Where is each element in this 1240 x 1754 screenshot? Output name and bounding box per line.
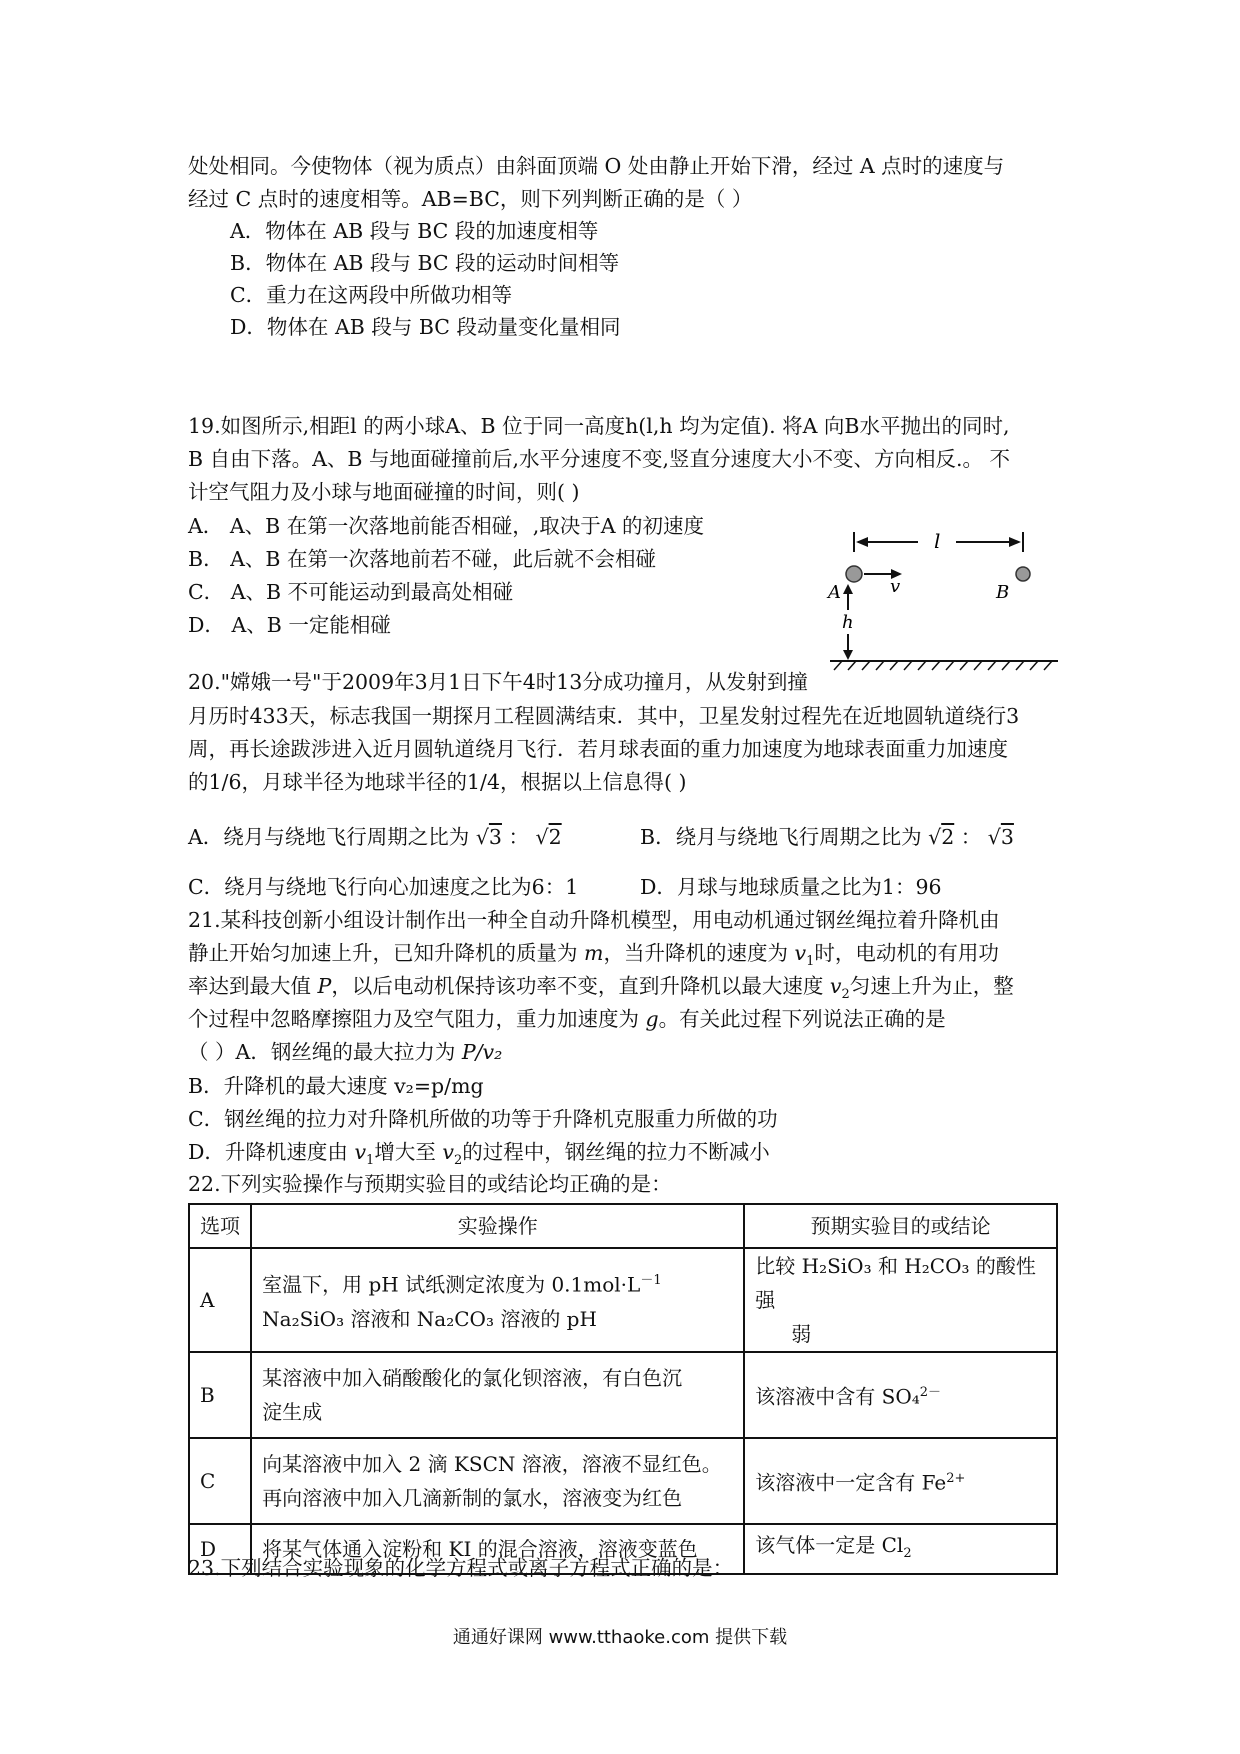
header-conclusion: 预期实验目的或结论	[744, 1204, 1057, 1248]
table-row: B 某溶液中加入硝酸酸化的氯化钡溶液，有白色沉 淀生成 该溶液中含有 SO₄$^{2-}$	[189, 1352, 1057, 1438]
q18-option-c: C．重力在这两段中所做功相等	[230, 283, 513, 307]
q19-option-a: A． A、B 在第一次落地前能否相碰，,取决于A 的初速度	[188, 514, 705, 538]
q20-text-line3: 周，再长途跋涉进入近月圆轨道绕月飞行．若月球表面的重力加速度为地球表面重力加速度	[188, 737, 1008, 761]
q21-text-line4: 个过程中忽略摩擦阻力及空气阻力，重力加速度为 g。有关此过程下列说法正确的是	[188, 1007, 946, 1031]
q20-option-d: D．月球与地球质量之比为1：96	[640, 875, 942, 899]
q21-text-line2: 静止开始匀加速上升，已知升降机的质量为 m，当升降机的速度为 $v_1$时，电动机的有用功	[188, 941, 999, 970]
page-footer: 通通好课网 www.tthaoke.com 提供下载	[452, 1627, 788, 1648]
q18-option-d: D．物体在 AB 段与 BC 段动量变化量相同	[230, 315, 621, 339]
header-operation: 实验操作	[251, 1204, 744, 1248]
q20-option-b-text: B．绕月与绕地飞行周期之比为	[640, 825, 922, 849]
experiment-table	[188, 1203, 1058, 1575]
table-header-row	[189, 1204, 1057, 1248]
q21-option-b: B．升降机的最大速度 v₂=p/mg	[188, 1074, 484, 1098]
q18-option-a: A．物体在 AB 段与 BC 段的加速度相等	[230, 219, 599, 243]
label-b: B	[996, 582, 1010, 603]
sqrt3-symbol-b: √3	[987, 825, 1014, 849]
sqrt3-symbol-a: √3	[475, 825, 502, 849]
q20-option-b: B．绕月与绕地飞行周期之比为 √2 ： √3	[640, 825, 1014, 849]
projectile-diagram	[818, 520, 1066, 680]
label-v: v	[890, 576, 901, 597]
q18-text-line2: 经过 C 点时的速度相等。AB=BC，则下列判断正确的是（ ）	[188, 187, 753, 211]
q23-text: 23.下列结合实验现象的化学方程式或离子方程式正确的是：	[188, 1556, 734, 1580]
q21-option-a: （ ）A．钢丝绳的最大拉力为 P/v₂	[188, 1040, 503, 1064]
q20-text-line4: 的1/6，月球半径为地球半径的1/4，根据以上信息得( )	[188, 770, 687, 794]
q19-text-line2: B 自由下落。A、B 与地面碰撞前后,水平分速度不变,竖直分速度大小不变、方向相反.。 不	[188, 447, 1011, 471]
label-l: l	[934, 529, 941, 553]
q21-text-line1: 21.某科技创新小组设计制作出一种全自动升降机模型，用电动机通过钢丝绳拉着升降机由	[188, 908, 1000, 932]
q20-option-c: C．绕月与绕地飞行向心加速度之比为6：1	[188, 875, 579, 899]
table-row: A 室温下，用 pH 试纸测定浓度为 $0.1mol\cdot L^{-1}$ Na₂SiO₃ 溶液和 Na₂CO₃ 溶液的 pH 比较 H₂SiO₃ 和 H₂CO₃ 的酸性强 弱	[189, 1248, 1057, 1352]
q18-option-b: B．物体在 AB 段与 BC 段的运动时间相等	[230, 251, 620, 275]
q19-option-b: B． A、B 在第一次落地前若不碰，此后就不会相碰	[188, 547, 656, 571]
q21-text-line3: 率达到最大值 P，以后电动机保持该功率不变，直到升降机以最大速度 $v_2$匀速上升为止，整	[188, 974, 1014, 1003]
sqrt2-symbol-b: √2	[928, 825, 955, 849]
q20-option-a-text: A．绕月与绕地飞行周期之比为	[188, 825, 470, 849]
label-h: h	[842, 612, 854, 633]
label-a: A	[828, 582, 841, 603]
table-row: D 将某气体通入淀粉和 KI 的混合溶液，溶液变蓝色 该气体一定是 $Cl_2$	[189, 1524, 1057, 1574]
q19-text-line1: 19.如图所示,相距l 的两小球A、B 位于同一高度h(l,h 均为定值). 将A 向B水平抛出的同时,	[188, 414, 1010, 438]
q22-text: 22.下列实验操作与预期实验目的或结论均正确的是：	[188, 1172, 672, 1196]
q21-option-c: C．钢丝绳的拉力对升降机所做的功等于升降机克服重力所做的功	[188, 1107, 778, 1131]
sqrt2-symbol-a: √2	[535, 825, 562, 849]
q20-text-line2: 月历时433天，标志我国一期探月工程圆满结束．其中，卫星发射过程先在近地圆轨道绕行3	[188, 704, 1020, 728]
header-option: 选项	[189, 1204, 251, 1248]
q19-option-d: D． A、B 一定能相碰	[188, 613, 391, 637]
ball-a	[846, 566, 862, 582]
q20-text-line1: 20."嫦娥一号"于2009年3月1日下午4时13分成功撞月，从发射到撞	[188, 670, 808, 694]
q20-option-a: A．绕月与绕地飞行周期之比为 √3 ： √2	[188, 825, 562, 849]
q19-text-line3: 计空气阻力及小球与地面碰撞的时间，则( )	[188, 480, 580, 504]
q21-option-d: D．升降机速度由 $v_1$增大至 $v_2$的过程中，钢丝绳的拉力不断减小	[188, 1140, 770, 1169]
table-row: C 向某溶液中加入 2 滴 KSCN 溶液，溶液不显红色。 再向溶液中加入几滴新制的氯水，溶液变为红色 该溶液中一定含有 $Fe^{2+}$	[189, 1438, 1057, 1524]
ball-b	[1016, 567, 1030, 581]
q19-option-c: C． A、B 不可能运动到最高处相碰	[188, 580, 514, 604]
q18-text-line1: 处处相同。今使物体（视为质点）由斜面顶端 O 处由静止开始下滑，经过 A 点时的速度与	[188, 154, 1005, 178]
